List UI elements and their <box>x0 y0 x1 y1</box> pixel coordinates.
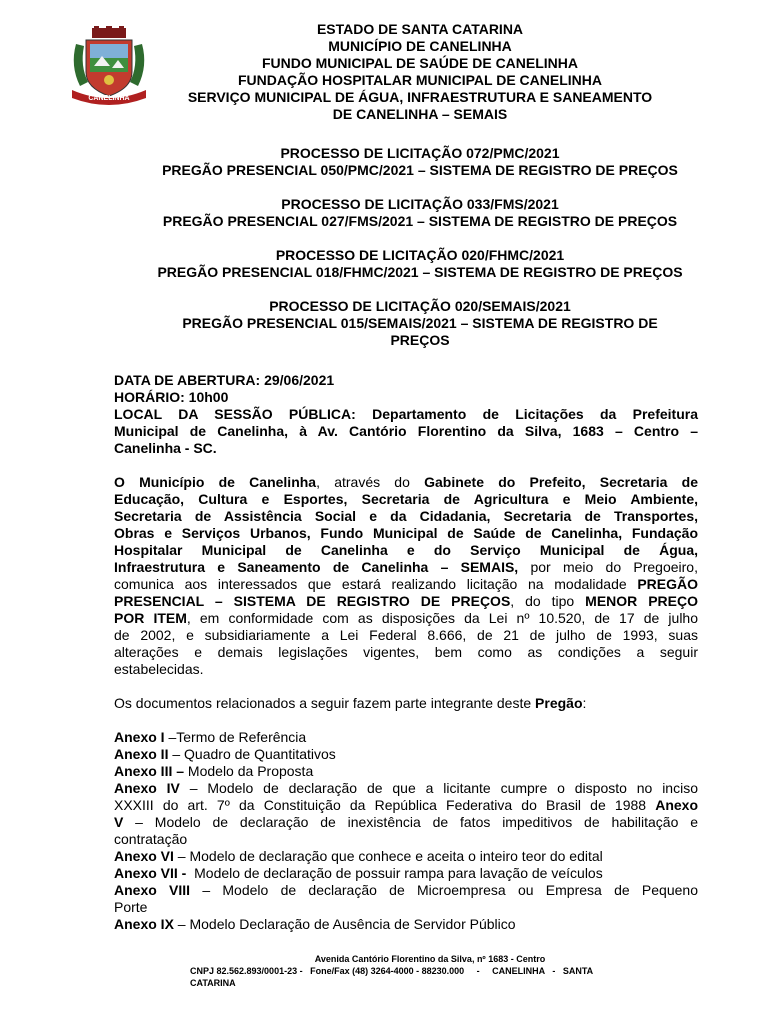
intro-paragraph-line: POR ITEM, em conformidade com as disposições da Lei nº 10.520, de 17 de julho <box>114 610 698 626</box>
header-health-fund: FUNDO MUNICIPAL DE SAÚDE DE CANELINHA <box>261 55 579 71</box>
document-body <box>114 372 698 933</box>
annex-item: Anexo VIII – Modelo de declaração de Microempresa ou Empresa de Pequeno <box>114 882 698 898</box>
session-location-line: LOCAL DA SESSÃO PÚBLICA: Departamento de Licitações da Prefeitura <box>114 406 698 422</box>
annex-item: contratação <box>114 831 188 847</box>
process-number: PROCESSO DE LICITAÇÃO 072/PMC/2021 <box>280 145 560 161</box>
footer-address: Avenida Cantório Florentino da Silva, nº 1683 - Centro <box>314 954 546 964</box>
header-state: ESTADO DE SANTA CATARINA <box>316 21 524 37</box>
annex-item: Anexo I –Termo de Referência <box>114 729 307 745</box>
intro-paragraph-line: Infraestrutura e Saneamento de Canelinha – SEMAIS, por meio do Pregoeiro, <box>114 559 698 575</box>
annex-item: Anexo IV – Modelo de declaração de que a licitante cumpre o disposto no inciso <box>114 780 698 796</box>
intro-paragraph-line: comunica aos interessados que estará realizando licitação na modalidade PREGÃO <box>114 576 698 592</box>
intro-paragraph-line: O Município de Canelinha, através do Gabinete do Prefeito, Secretaria de <box>114 474 699 490</box>
intro-paragraph-line: Secretaria de Assistência Social e da Cidadania, Secretaria de Transportes, <box>114 508 698 524</box>
process-number: PROCESSO DE LICITAÇÃO 033/FMS/2021 <box>281 196 559 212</box>
process-number: PROCESSO DE LICITAÇÃO 020/FHMC/2021 <box>275 247 565 263</box>
annex-item: Anexo IX – Modelo Declaração de Ausência de Servidor Público <box>114 916 516 932</box>
process-group <box>100 298 740 349</box>
pregao-number: PREGÃO PRESENCIAL 018/FHMC/2021 – SISTEMA DE REGISTRO DE PREÇOS <box>157 264 683 280</box>
header-water-service: SERVIÇO MUNICIPAL DE ÁGUA, INFRAESTRUTURA E SANEAMENTO <box>187 89 653 105</box>
process-number: PROCESSO DE LICITAÇÃO 020/SEMAIS/2021 <box>269 298 571 314</box>
intro-paragraph-line: de 2002, e subsidiariamente a Lei Federal 8.666, de 21 de julho de 1993, suas <box>114 627 698 643</box>
pregao-number: PREGÃO PRESENCIAL 050/PMC/2021 – SISTEMA DE REGISTRO DE PREÇOS <box>162 162 678 178</box>
annex-item: V – Modelo de declaração de inexistência de fatos impeditivos de habilitação e <box>114 814 698 830</box>
footer-contact: CNPJ 82.562.893/0001-23 - Fone/Fax (48) 3264-4000 - 88230.000 - CANELINHA - SANTA <box>190 966 594 976</box>
pregao-number: PREGÃO PRESENCIAL 015/SEMAIS/2021 – SISTEMA DE REGISTRO DE <box>182 315 658 331</box>
annex-item: Anexo II – Quadro de Quantitativos <box>114 746 336 762</box>
pregao-number: PREGÃO PRESENCIAL 027/FMS/2021 – SISTEMA DE REGISTRO DE PREÇOS <box>162 213 678 229</box>
process-group <box>100 196 740 230</box>
header-municipality: MUNICÍPIO DE CANELINHA <box>328 38 512 54</box>
pregao-number-continuation: PREÇOS <box>390 332 450 348</box>
intro-paragraph-line: Educação, Cultura e Esportes, Secretaria de Agricultura e Meio Ambiente, <box>114 491 698 507</box>
session-location-line: Canelinha - SC. <box>114 440 217 456</box>
page-footer <box>190 953 670 989</box>
opening-date: DATA DE ABERTURA: 29/06/2021 <box>114 372 335 388</box>
header-semais: DE CANELINHA – SEMAIS <box>332 106 508 122</box>
annex-item: Porte <box>114 899 148 915</box>
annex-item: Anexo VII - Modelo de declaração de possuir rampa para lavação de veículos <box>114 865 603 881</box>
svg-text:CANELINHA: CANELINHA <box>88 95 130 102</box>
annex-item: Anexo III – Modelo da Proposta <box>114 763 314 779</box>
intro-paragraph-line: estabelecidas. <box>114 661 204 677</box>
process-list <box>100 145 740 366</box>
session-location-line: Municipal de Canelinha, à Av. Cantório Florentino da Silva, 1683 – Centro – <box>114 423 698 439</box>
intro-paragraph-line: alterações e demais legislações vigentes, bem como as condições a seguir <box>114 644 698 660</box>
process-group <box>100 247 740 281</box>
intro-paragraph-line: PRESENCIAL – SISTEMA DE REGISTRO DE PREÇOS, do tipo MENOR PREÇO <box>114 593 698 609</box>
process-group <box>100 145 740 179</box>
intro-paragraph-line: Hospitalar Municipal de Canelinha e do Serviço Municipal de Água, <box>114 542 698 558</box>
annex-item: XXXIII do art. 7º da Constituição da República Federativa do Brasil de 1988 Anexo <box>114 797 698 813</box>
opening-time: HORÁRIO: 10h00 <box>114 389 229 405</box>
intro-paragraph-line: Obras e Serviços Urbanos, Fundo Municipal de Saúde de Canelinha, Fundação <box>114 525 698 541</box>
footer-state: CATARINA <box>190 978 236 988</box>
documents-intro: Os documentos relacionados a seguir fazem parte integrante deste Pregão: <box>114 695 587 711</box>
header-hospital-foundation: FUNDAÇÃO HOSPITALAR MUNICIPAL DE CANELINHA <box>238 72 602 88</box>
document-header <box>110 21 730 123</box>
annex-item: Anexo VI – Modelo de declaração que conhece e aceita o inteiro teor do edital <box>114 848 603 864</box>
